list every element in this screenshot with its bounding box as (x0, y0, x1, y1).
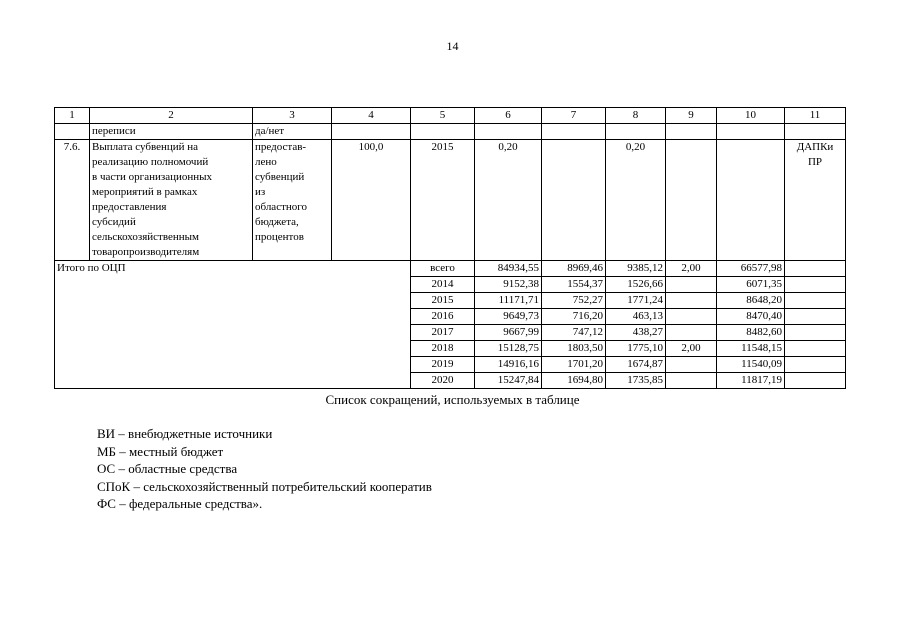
table-cell (666, 124, 717, 140)
table-row-7-6 (55, 140, 846, 261)
extra-cell: 8648,20 (717, 293, 785, 309)
text-line: предостав- (255, 141, 307, 153)
indicator-value: 100,0 (332, 140, 411, 261)
text-line: мероприятий в рамках (92, 186, 198, 198)
total-row (55, 261, 846, 277)
table-cell (55, 124, 90, 140)
text-line: реализацию полномочий (92, 156, 209, 168)
fed-cell: 1554,37 (542, 277, 606, 293)
row-number: 7.6. (55, 140, 90, 261)
year-cell: 2015 (411, 140, 475, 261)
continued-row (55, 124, 846, 140)
executor-cell (785, 325, 846, 341)
total-label: Итого по ОЦП (55, 261, 411, 389)
local-cell (666, 357, 717, 373)
local-cell (666, 373, 717, 389)
col-number: 2 (90, 108, 253, 124)
year-cell: 2015 (411, 293, 475, 309)
text-line: субсидий (92, 216, 136, 228)
col-number: 5 (411, 108, 475, 124)
col-number: 1 (55, 108, 90, 124)
executor-cell (785, 293, 846, 309)
abbreviations-list (97, 425, 432, 513)
reg-cell: 1771,24 (606, 293, 666, 309)
total-cell: 9649,73 (475, 309, 542, 325)
total-cell: 14916,16 (475, 357, 542, 373)
table-cell (332, 124, 411, 140)
reg-cell: 1775,10 (606, 341, 666, 357)
table-cell: переписи (90, 124, 253, 140)
fed-cell: 1694,80 (542, 373, 606, 389)
year-cell: всего (411, 261, 475, 277)
local-cell (666, 325, 717, 341)
abbreviation-item: ФС – федеральные средства». (97, 496, 263, 511)
executor-cell (785, 140, 846, 261)
total-cell: 84934,55 (475, 261, 542, 277)
abbreviation-item: СПоК – сельскохозяйственный потребительский кооператив (97, 478, 432, 494)
extra-cell: 11548,15 (717, 341, 785, 357)
indicator-description (253, 140, 332, 261)
abbreviations-caption: Список сокращений, используемых в таблице (325, 392, 580, 407)
text-line: ДАПКи (796, 141, 834, 153)
fed-cell: 752,27 (542, 293, 606, 309)
executor-cell (785, 373, 846, 389)
executor-cell (785, 357, 846, 373)
fed-cell: 747,12 (542, 325, 606, 341)
abbreviation-item: МБ – местный бюджет (97, 443, 224, 459)
total-cell: 9667,99 (475, 325, 542, 341)
table-cell: да/нет (253, 124, 332, 140)
table-cell (475, 124, 542, 140)
col-number: 3 (253, 108, 332, 124)
extra-cell: 66577,98 (717, 261, 785, 277)
table-cell (542, 124, 606, 140)
extra-cell: 11817,19 (717, 373, 785, 389)
total-cell: 0,20 (475, 140, 542, 261)
executor-cell (785, 341, 846, 357)
fed-cell: 1803,50 (542, 341, 606, 357)
extra-cell (717, 140, 785, 261)
reg-cell: 1674,87 (606, 357, 666, 373)
text-line: областного (255, 201, 308, 213)
col-number: 9 (666, 108, 717, 124)
text-line: ПР (807, 156, 823, 168)
total-cell: 9152,38 (475, 277, 542, 293)
reg-cell: 0,20 (606, 140, 666, 261)
fed-cell: 716,20 (542, 309, 606, 325)
total-cell: 11171,71 (475, 293, 542, 309)
text-line: лено (255, 156, 277, 168)
extra-cell: 8470,40 (717, 309, 785, 325)
total-cell: 15128,75 (475, 341, 542, 357)
local-cell (666, 277, 717, 293)
text-line: бюджета, (255, 216, 299, 228)
reg-cell: 1526,66 (606, 277, 666, 293)
fed-cell: 8969,46 (542, 261, 606, 277)
col-number: 10 (717, 108, 785, 124)
table-cell (717, 124, 785, 140)
column-number-row (55, 108, 846, 124)
total-cell: 15247,84 (475, 373, 542, 389)
text-line: из (255, 186, 266, 198)
year-cell: 2017 (411, 325, 475, 341)
extra-cell: 6071,35 (717, 277, 785, 293)
reg-cell: 463,13 (606, 309, 666, 325)
text-line: Выплата субвенций на (92, 141, 199, 153)
local-cell (666, 140, 717, 261)
text-line: сельскохозяйственным (92, 231, 199, 243)
executor-cell (785, 261, 846, 277)
local-cell (666, 309, 717, 325)
page-number: 14 (446, 39, 459, 53)
text-line: процентов (255, 231, 304, 243)
executor-cell (785, 277, 846, 293)
reg-cell: 438,27 (606, 325, 666, 341)
local-cell (666, 293, 717, 309)
year-cell: 2016 (411, 309, 475, 325)
year-cell: 2019 (411, 357, 475, 373)
year-cell: 2014 (411, 277, 475, 293)
local-cell: 2,00 (666, 261, 717, 277)
text-line: товаропроизводителям (92, 246, 200, 258)
program-table (54, 107, 846, 389)
fed-cell (542, 140, 606, 261)
reg-cell: 1735,85 (606, 373, 666, 389)
text-line: предоставления (92, 201, 167, 213)
reg-cell: 9385,12 (606, 261, 666, 277)
abbreviation-item: ОС – областные средства (97, 461, 238, 476)
table-cell (606, 124, 666, 140)
table-cell (411, 124, 475, 140)
col-number: 11 (785, 108, 846, 124)
text-line: в части организационных (92, 171, 213, 183)
executor-cell (785, 309, 846, 325)
col-number: 7 (542, 108, 606, 124)
year-cell: 2020 (411, 373, 475, 389)
local-cell: 2,00 (666, 341, 717, 357)
table-cell (785, 124, 846, 140)
text-line: субвенций (255, 171, 305, 183)
extra-cell: 8482,60 (717, 325, 785, 341)
measure-description (90, 140, 253, 261)
col-number: 8 (606, 108, 666, 124)
abbreviation-item: ВИ – внебюджетные источники (97, 426, 273, 441)
col-number: 4 (332, 108, 411, 124)
extra-cell: 11540,09 (717, 357, 785, 373)
year-cell: 2018 (411, 341, 475, 357)
fed-cell: 1701,20 (542, 357, 606, 373)
col-number: 6 (475, 108, 542, 124)
